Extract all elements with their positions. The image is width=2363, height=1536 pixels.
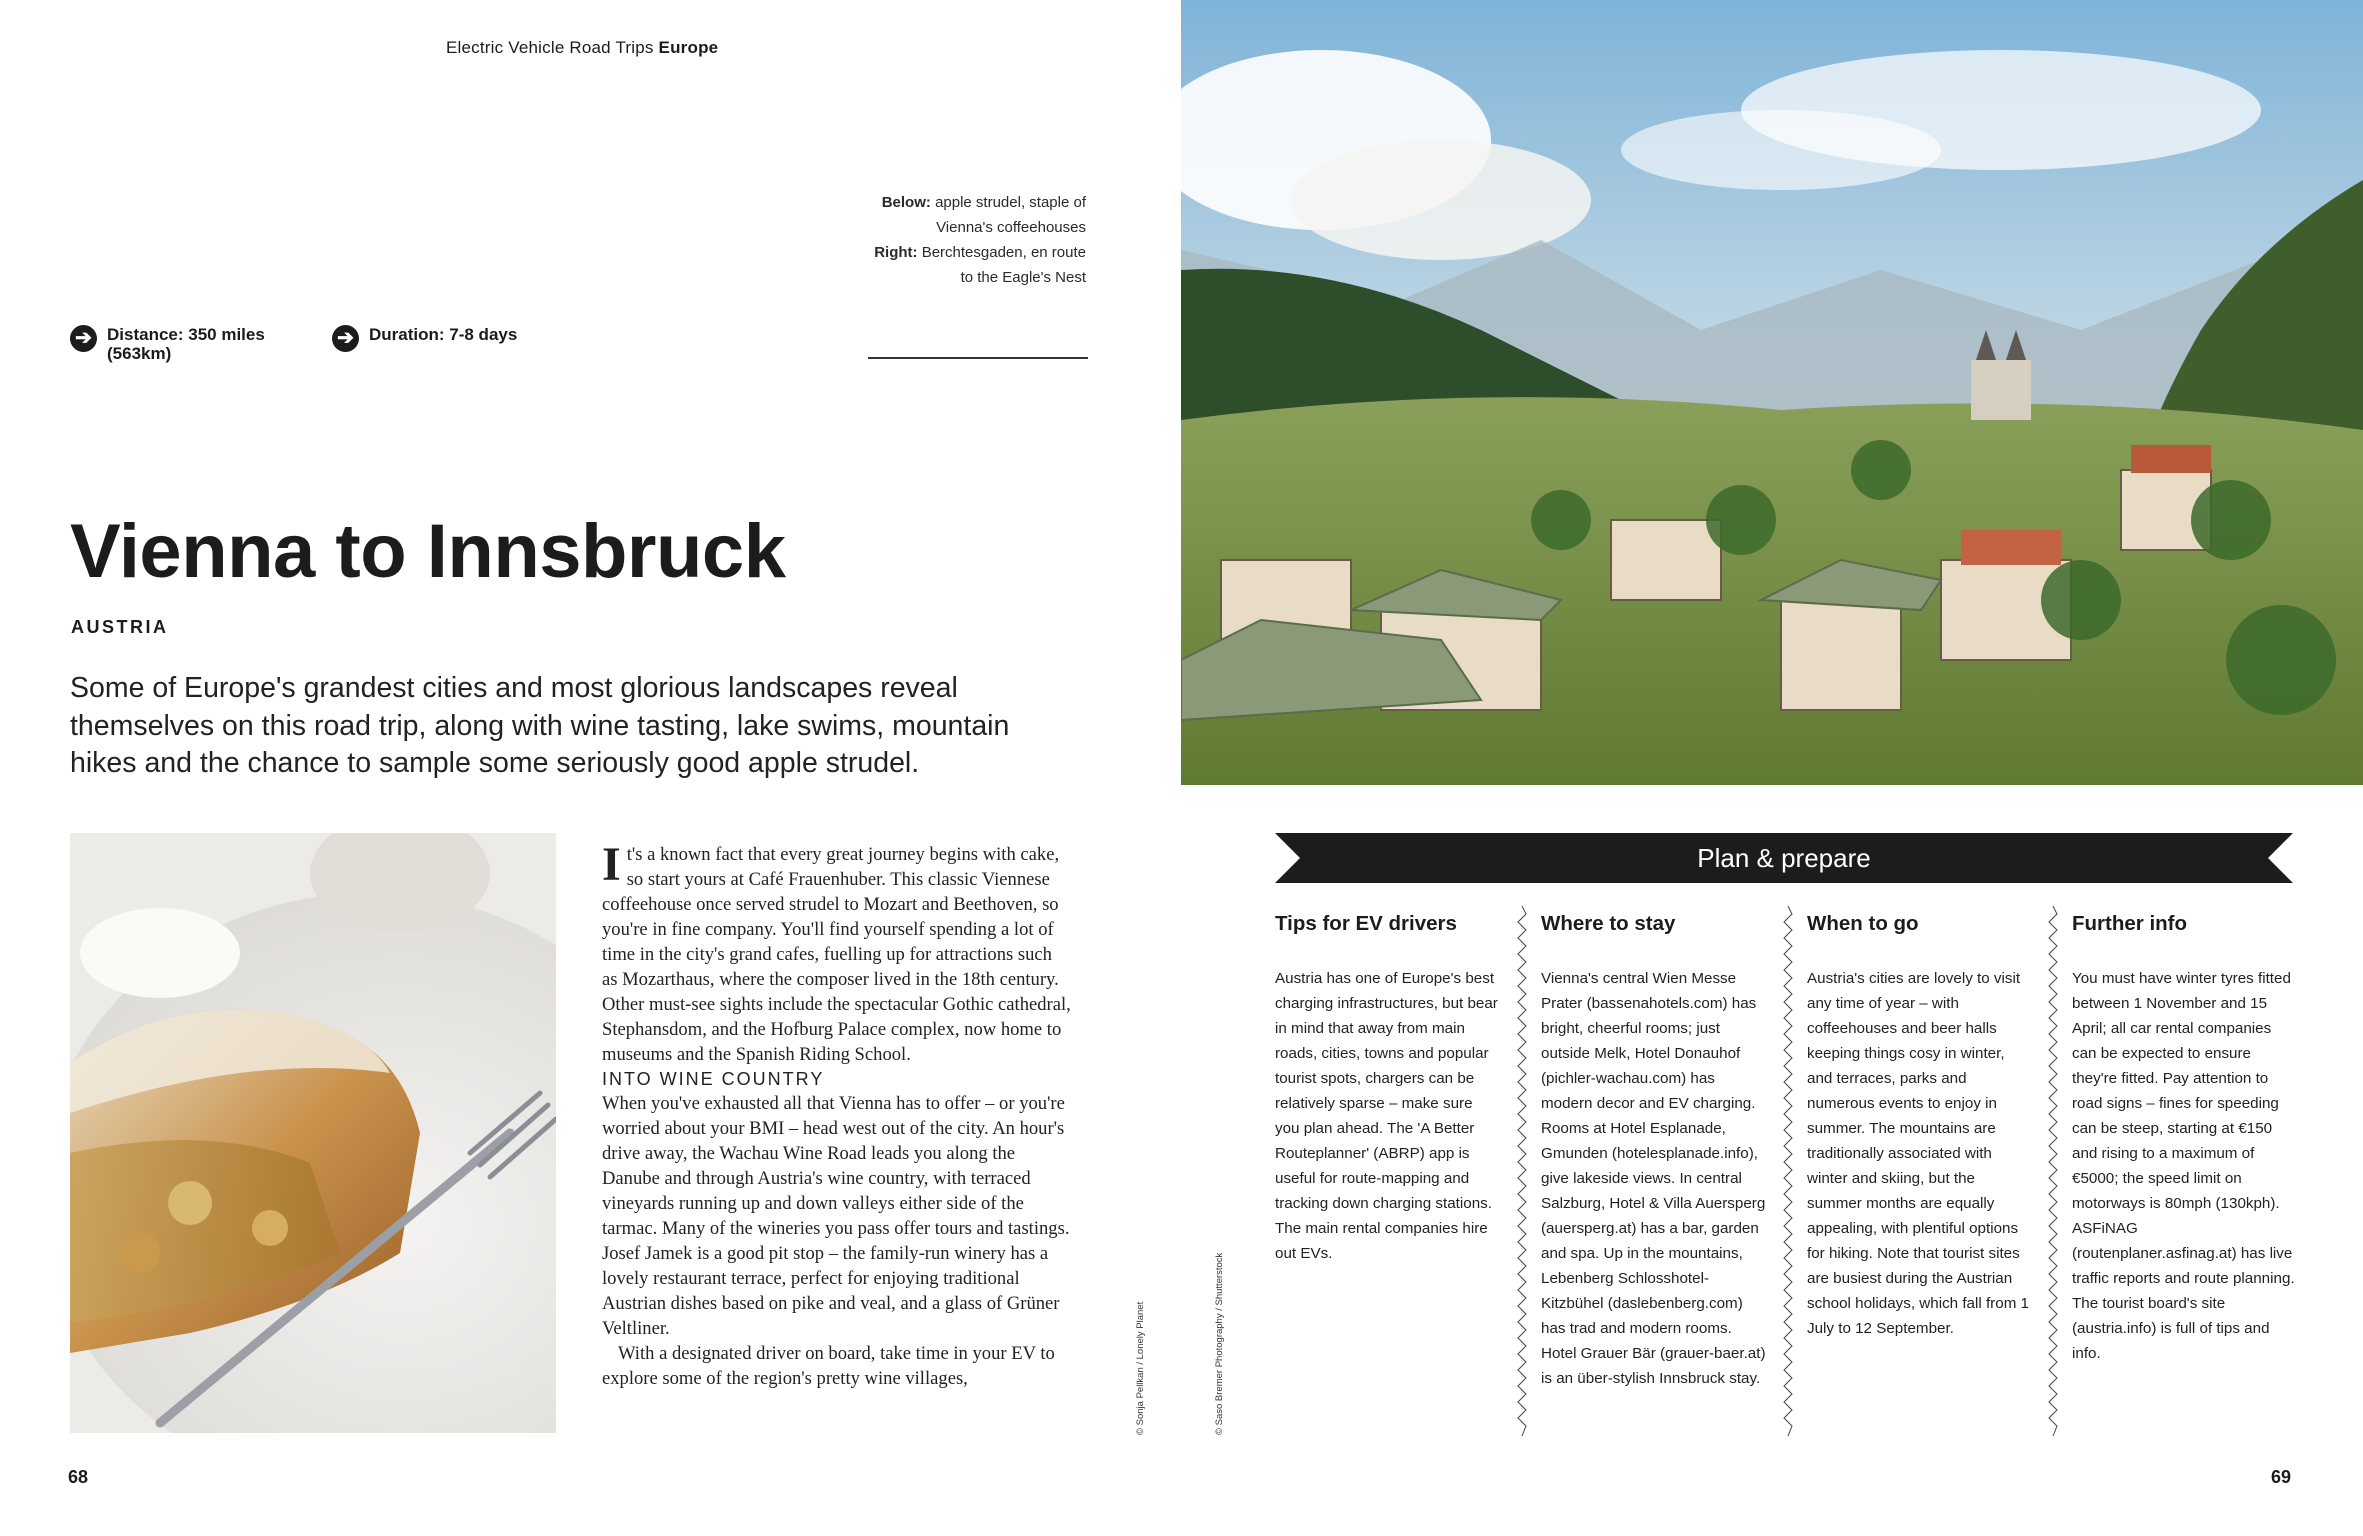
plan-column-tips xyxy=(1275,910,1500,1266)
plan-column-text: Vienna's central Wien Messe Prater (bassenahotels.com) has bright, cheerful rooms; just outside Melk, Hotel Donauhof (pichler-wachau.com) has modern decor and EV charging. Rooms at Hotel Esplanade, Gmunden (hotelesplanade.info), give lakeside views. In central Salzburg, Hotel & Villa Auersperg (auersperg.at) has a bar, garden and spa. Up in the mountains, Lebenberg Schlosshotel-Kitzbühel (daslebenberg.com) has trad and modern rooms. Hotel Grauer Bär (grauer-baer.at) is an über-stylish Innsbruck stay. xyxy=(1541,970,1766,1387)
column-divider xyxy=(1517,906,1527,1436)
caption-right-text: Berchtesgaden, en route to the Eagle's Nest xyxy=(921,244,1086,286)
subhead-wine-country: INTO WINE COUNTRY xyxy=(602,1069,825,1089)
body-paragraph-2: When you've exhausted all that Vienna has to offer – or you're worried about your BMI – head west out of the city. An hour's drive away, the Wachau Wine Road leads you along the Danube and through Austria's wine country, with terraced vineyards running up and down valleys either side of the tarmac. Many of the wineries you pass offer tours and tastings. Josef Jamek is a good pit stop – the family-run winery has a lovely restaurant terrace, perfect for enjoying traditional Austrian dishes based on pike and veal, and a glass of Grüner Veltliner. xyxy=(602,1093,1070,1339)
distance-text: Distance: 350 miles (563km) xyxy=(107,325,265,363)
article-title: Vienna to Innsbruck xyxy=(70,509,786,594)
plan-column-text: Austria has one of Europe's best charging infrastructures, but bear in mind that away from main roads, cities, towns and popular tourist spots, chargers can be relatively sparse – make sure you plan ahead. The 'A Better Routeplanner' (ABRP) app is useful for route-mapping and tracking down charging stations. The main rental companies hire out EVs. xyxy=(1275,970,1498,1262)
dropcap: I xyxy=(602,838,621,891)
photo-credit-town: © Saso Bremer Photography / Shutterstock xyxy=(1214,1252,1225,1435)
apple-strudel-photo xyxy=(70,833,556,1433)
plan-column-heading: Tips for EV drivers xyxy=(1275,912,1457,935)
caption-right-label: Right: xyxy=(874,244,918,261)
plan-column-heading: Further info xyxy=(2072,912,2188,935)
plan-column-stay xyxy=(1541,910,1766,1391)
caption-below-text: apple strudel, staple of Vienna's coffeehouses xyxy=(935,194,1086,236)
column-divider xyxy=(1783,906,1793,1436)
body-paragraph-1 xyxy=(602,838,1072,1067)
column-divider xyxy=(2048,906,2058,1436)
photo-captions xyxy=(860,190,1086,290)
duration-text: Duration: 7-8 days xyxy=(369,325,518,344)
plan-banner-title: Plan & prepare xyxy=(1697,843,1871,873)
page-number-right: 69 xyxy=(2271,1467,2292,1487)
berchtesgaden-photo xyxy=(1181,0,2363,785)
running-head-series: Electric Vehicle Road Trips xyxy=(446,38,654,57)
plan-column-text: You must have winter tyres fitted between 1 November and 15 April; all car rental companies can be expected to ensure they're fitted. Pay attention to road signs – fines for speeding can be steep, starting at €150 and rising to a maximum of €5000; the speed limit on motorways is 80mph (130kph). ASFiNAG (routenplaner.asfinag.at) has live traffic reports and route planning. The tourist board's site (austria.info) is full of tips and info. xyxy=(2072,970,2295,1362)
caption-below-label: Below: xyxy=(881,194,931,211)
running-head xyxy=(446,38,718,58)
body-paragraph-3: With a designated driver on board, take time in your EV to explore some of the region's pretty wine villages, xyxy=(602,1343,1055,1389)
caption-rule xyxy=(868,357,1088,359)
article-standfirst: Some of Europe's grandest cities and most glorious landscapes reveal themselves on this road trip, along with wine tasting, lake swims, mountain hikes and the chance to sample some seriously good apple strudel. xyxy=(70,672,1010,779)
article-country: AUSTRIA xyxy=(71,617,169,637)
plan-column-text: Austria's cities are lovely to visit any time of year – with coffeehouses and beer halls keeping things cosy in winter, and terraces, parks and numerous events to enjoy in summer. The mountains are traditionally associated with winter and skiing, but the summer months are equally appealing, with plentiful options for hiking. Note that tourist sites are busiest during the Austrian school holidays, which fall from 1 July to 12 September. xyxy=(1807,970,2030,1337)
article-body xyxy=(602,838,1072,1391)
page-number-left: 68 xyxy=(68,1467,89,1487)
plan-column-heading: Where to stay xyxy=(1541,912,1676,935)
duration-stat xyxy=(332,325,592,352)
body-paragraph-1-text: t's a known fact that every great journey begins with cake, so start yours at Café Frauenhuber. This classic Viennese coffeehouse once served strudel to Mozart and Beethoven, so you're in fine company. You'll find yourself spending a lot of time in the city's grand cafes, fuelling up for attractions such as Mozarthaus, where the composer lived in the 18th century. Other must-see sights include the spectacular Gothic cathedral, Stephansdom, and the Hofburg Palace complex, now home to museums and the Spanish Riding School. xyxy=(602,844,1071,1065)
plan-column-info xyxy=(2072,910,2297,1366)
photo-credit-strudel: © Sonja Pellkan / Lonely Planet xyxy=(1135,1301,1146,1435)
arrow-right-icon: ➔ xyxy=(70,325,97,352)
running-head-region: Europe xyxy=(658,38,719,57)
plan-column-when xyxy=(1807,910,2032,1341)
distance-stat xyxy=(70,325,310,363)
plan-column-heading: When to go xyxy=(1807,912,1919,935)
arrow-right-icon: ➔ xyxy=(332,325,359,352)
